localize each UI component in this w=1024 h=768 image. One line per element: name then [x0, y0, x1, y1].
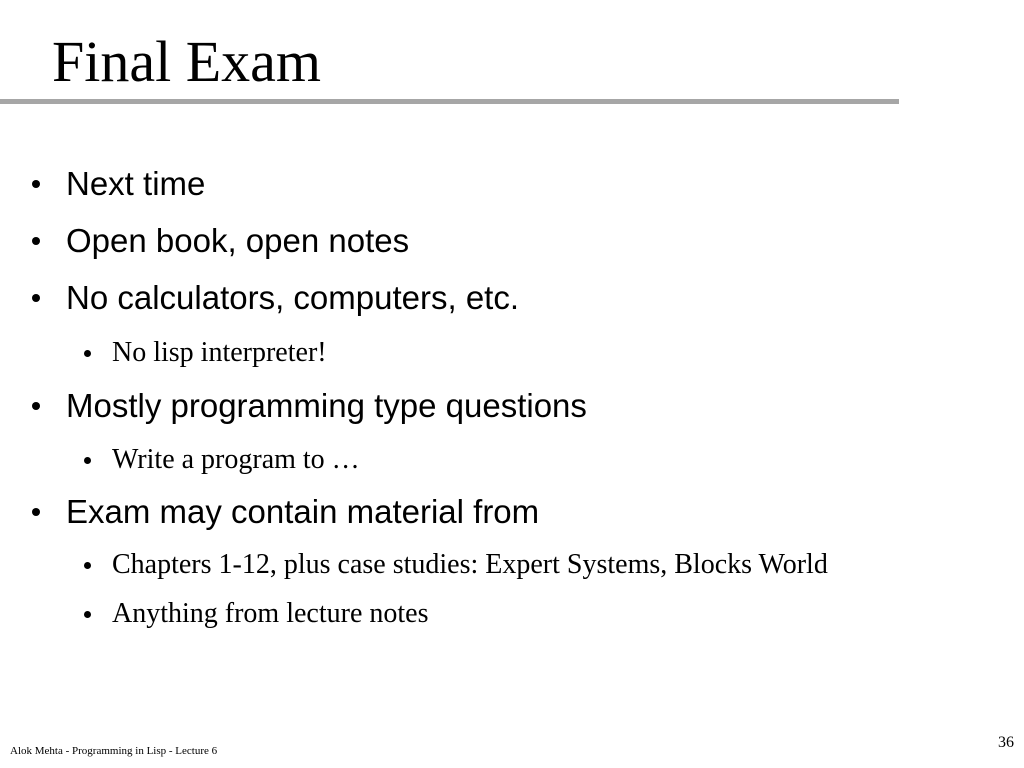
- bullet-item: [66, 386, 587, 426]
- sub-bullet-text: Chapters 1-12, plus case studies: Expert Systems, Blocks World: [112, 549, 828, 580]
- bullet-text: Open book, open notes: [66, 222, 410, 259]
- bullet-dot-icon: [32, 402, 40, 410]
- bullet-text: No calculators, computers, etc.: [66, 279, 520, 316]
- bullet-dot-icon: [32, 237, 40, 245]
- bullet-dot-icon: [84, 611, 91, 618]
- bullet-item: [66, 492, 539, 532]
- bullet-text: Mostly programming type questions: [66, 387, 587, 424]
- sub-bullet-item: [112, 597, 428, 631]
- sub-bullet-item: [112, 443, 360, 477]
- bullet-dot-icon: [32, 180, 40, 188]
- slide-title: Final Exam: [52, 29, 322, 94]
- sub-bullet-item: [112, 548, 828, 582]
- page-number: 36: [998, 734, 1014, 751]
- bullet-item: [66, 164, 205, 204]
- bullet-dot-icon: [84, 457, 91, 464]
- sub-bullet-item: [112, 336, 327, 370]
- bullet-text: Next time: [66, 165, 206, 202]
- bullet-dot-icon: [84, 350, 91, 357]
- bullet-dot-icon: [32, 294, 40, 302]
- sub-bullet-text: Write a program to …: [112, 444, 360, 475]
- title-underline: [0, 99, 899, 104]
- bullet-text: Exam may contain material from: [66, 493, 540, 530]
- bullet-item: [66, 221, 409, 261]
- sub-bullet-text: Anything from lecture notes: [112, 598, 429, 629]
- bullet-dot-icon: [84, 562, 91, 569]
- bullet-item: [66, 278, 519, 318]
- bullet-dot-icon: [32, 508, 40, 516]
- sub-bullet-text: No lisp interpreter!: [112, 337, 327, 368]
- slide-footer: Alok Mehta - Programming in Lisp - Lecture 6: [10, 745, 218, 757]
